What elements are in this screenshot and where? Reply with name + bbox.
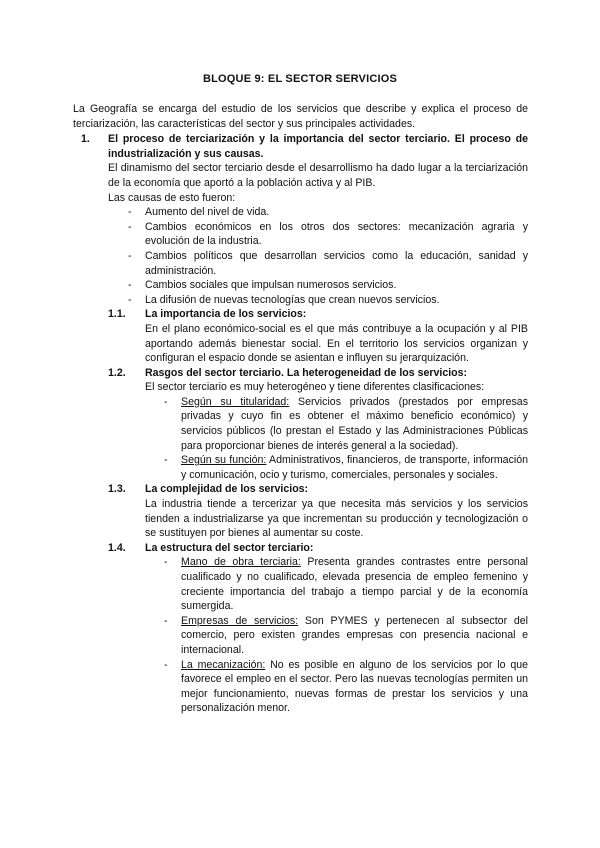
subsection-number: 1.2. <box>108 366 126 379</box>
item-text: Presenta grandes contrastes entre personal cualificado y no cualificado, elevada presencia de empleo femenino y creciente importancia del trabajo a tiempo parcial y de la economía sumergida. <box>181 556 528 613</box>
item-term: Mano de obra terciaria: <box>181 556 301 569</box>
subsection-number: 1.4. <box>108 541 126 554</box>
list-item <box>161 453 528 482</box>
subsection-title: La importancia de los servicios: <box>145 308 307 321</box>
subsection-text: La industria tiende a tercerizar ya que necesita más servicios y los servicios tienden a industrializarse ya que incrementan su producción y tecnologización o se sustituyen por bienes al aumentar su coste. <box>145 498 528 540</box>
subsection-title: Rasgos del sector terciario. La heterogeneidad de los servicios: <box>145 366 468 379</box>
subsection-text: El sector terciario es muy heterogéneo y tiene diferentes clasificaciones: <box>145 381 485 394</box>
item-text: Administrativos, financieros, de transporte, información y comunicación, ocio y turismo, comerciales, personales y sociales. <box>181 454 529 481</box>
list-item <box>161 395 528 453</box>
section-1-title: El proceso de terciarización y la importancia del sector terciario. El proceso de industrialización y sus causas. <box>108 133 528 160</box>
list-item: - La difusión de nuevas tecnologías que crean nuevos servicios. <box>123 293 528 308</box>
item-term: Empresas de servicios: <box>181 614 299 627</box>
document-body <box>73 102 528 716</box>
item-term: La mecanización: <box>181 658 266 671</box>
causes-list <box>108 205 528 307</box>
subsection-title: La estructura del sector terciario: <box>145 541 314 554</box>
subsection-number: 1.1. <box>108 308 126 321</box>
list-item: - Aumento del nivel de vida. <box>123 205 528 220</box>
list-item: - Cambios sociales que impulsan numerosos servicios. <box>123 278 528 293</box>
subsection-1-2 <box>108 366 528 483</box>
item-text: Servicios privados (prestados por empresas privadas y cuyo fin es obtener el máximo beneficio económico) y servicios públicos (lo prestan el Estado y las Administraciones Públicas para proporcionar bienes de interés general a la sociedad). <box>181 395 528 452</box>
subsection-1-4 <box>108 541 528 716</box>
document-title: BLOQUE 9: EL SECTOR SERVICIOS <box>202 73 398 85</box>
item-term: Según su titularidad: <box>181 395 290 408</box>
subsection-1-1 <box>108 307 528 365</box>
classification-list <box>145 395 528 483</box>
intro-paragraph: La Geografía se encarga del estudio de los servicios que describe y explica el proceso de terciarización, las características del sector y sus principales actividades. <box>73 103 528 130</box>
section-1-paragraph: El dinamismo del sector terciario desde el desarrollismo ha dado lugar a la terciarización de la economía que aportó a la población activa y al PIB. <box>108 162 528 189</box>
list-item <box>161 614 528 658</box>
item-text: No es posible en alguno de los servicios por lo que favorece el empleo en el sector. Pero las nuevas tecnologías permiten un mejor funcionamiento, nuevas formas de prestar los servicios y una personalización menor. <box>181 658 528 715</box>
list-item <box>161 555 528 613</box>
list-item: - Cambios políticos que desarrollan servicios como la educación, sanidad y administración. <box>123 249 528 278</box>
item-term: Según su función: <box>181 454 267 467</box>
subsection-1-3 <box>108 482 528 540</box>
list-item: - Cambios económicos en los otros dos sectores: mecanización agraria y evolución de la industria. <box>123 220 528 249</box>
structure-list <box>145 555 528 716</box>
causes-intro: Las causas de esto fueron: <box>108 191 236 204</box>
section-1-number: 1. <box>81 133 90 146</box>
subsection-title: La complejidad de los servicios: <box>145 483 309 496</box>
section-1 <box>73 132 528 716</box>
item-text: Son PYMES y pertenecen al subsector del comercio, pero existen grandes empresas con presencia nacional e internacional. <box>181 614 528 656</box>
subsection-number: 1.3. <box>108 483 126 496</box>
subsection-text: En el plano económico-social es el que más contribuye a la ocupación y al PIB aportando además bienestar social. En el territorio los servicios organizan y configuran el espacio donde se asientan e influyen su jerarquización. <box>145 322 528 365</box>
list-item <box>161 658 528 716</box>
